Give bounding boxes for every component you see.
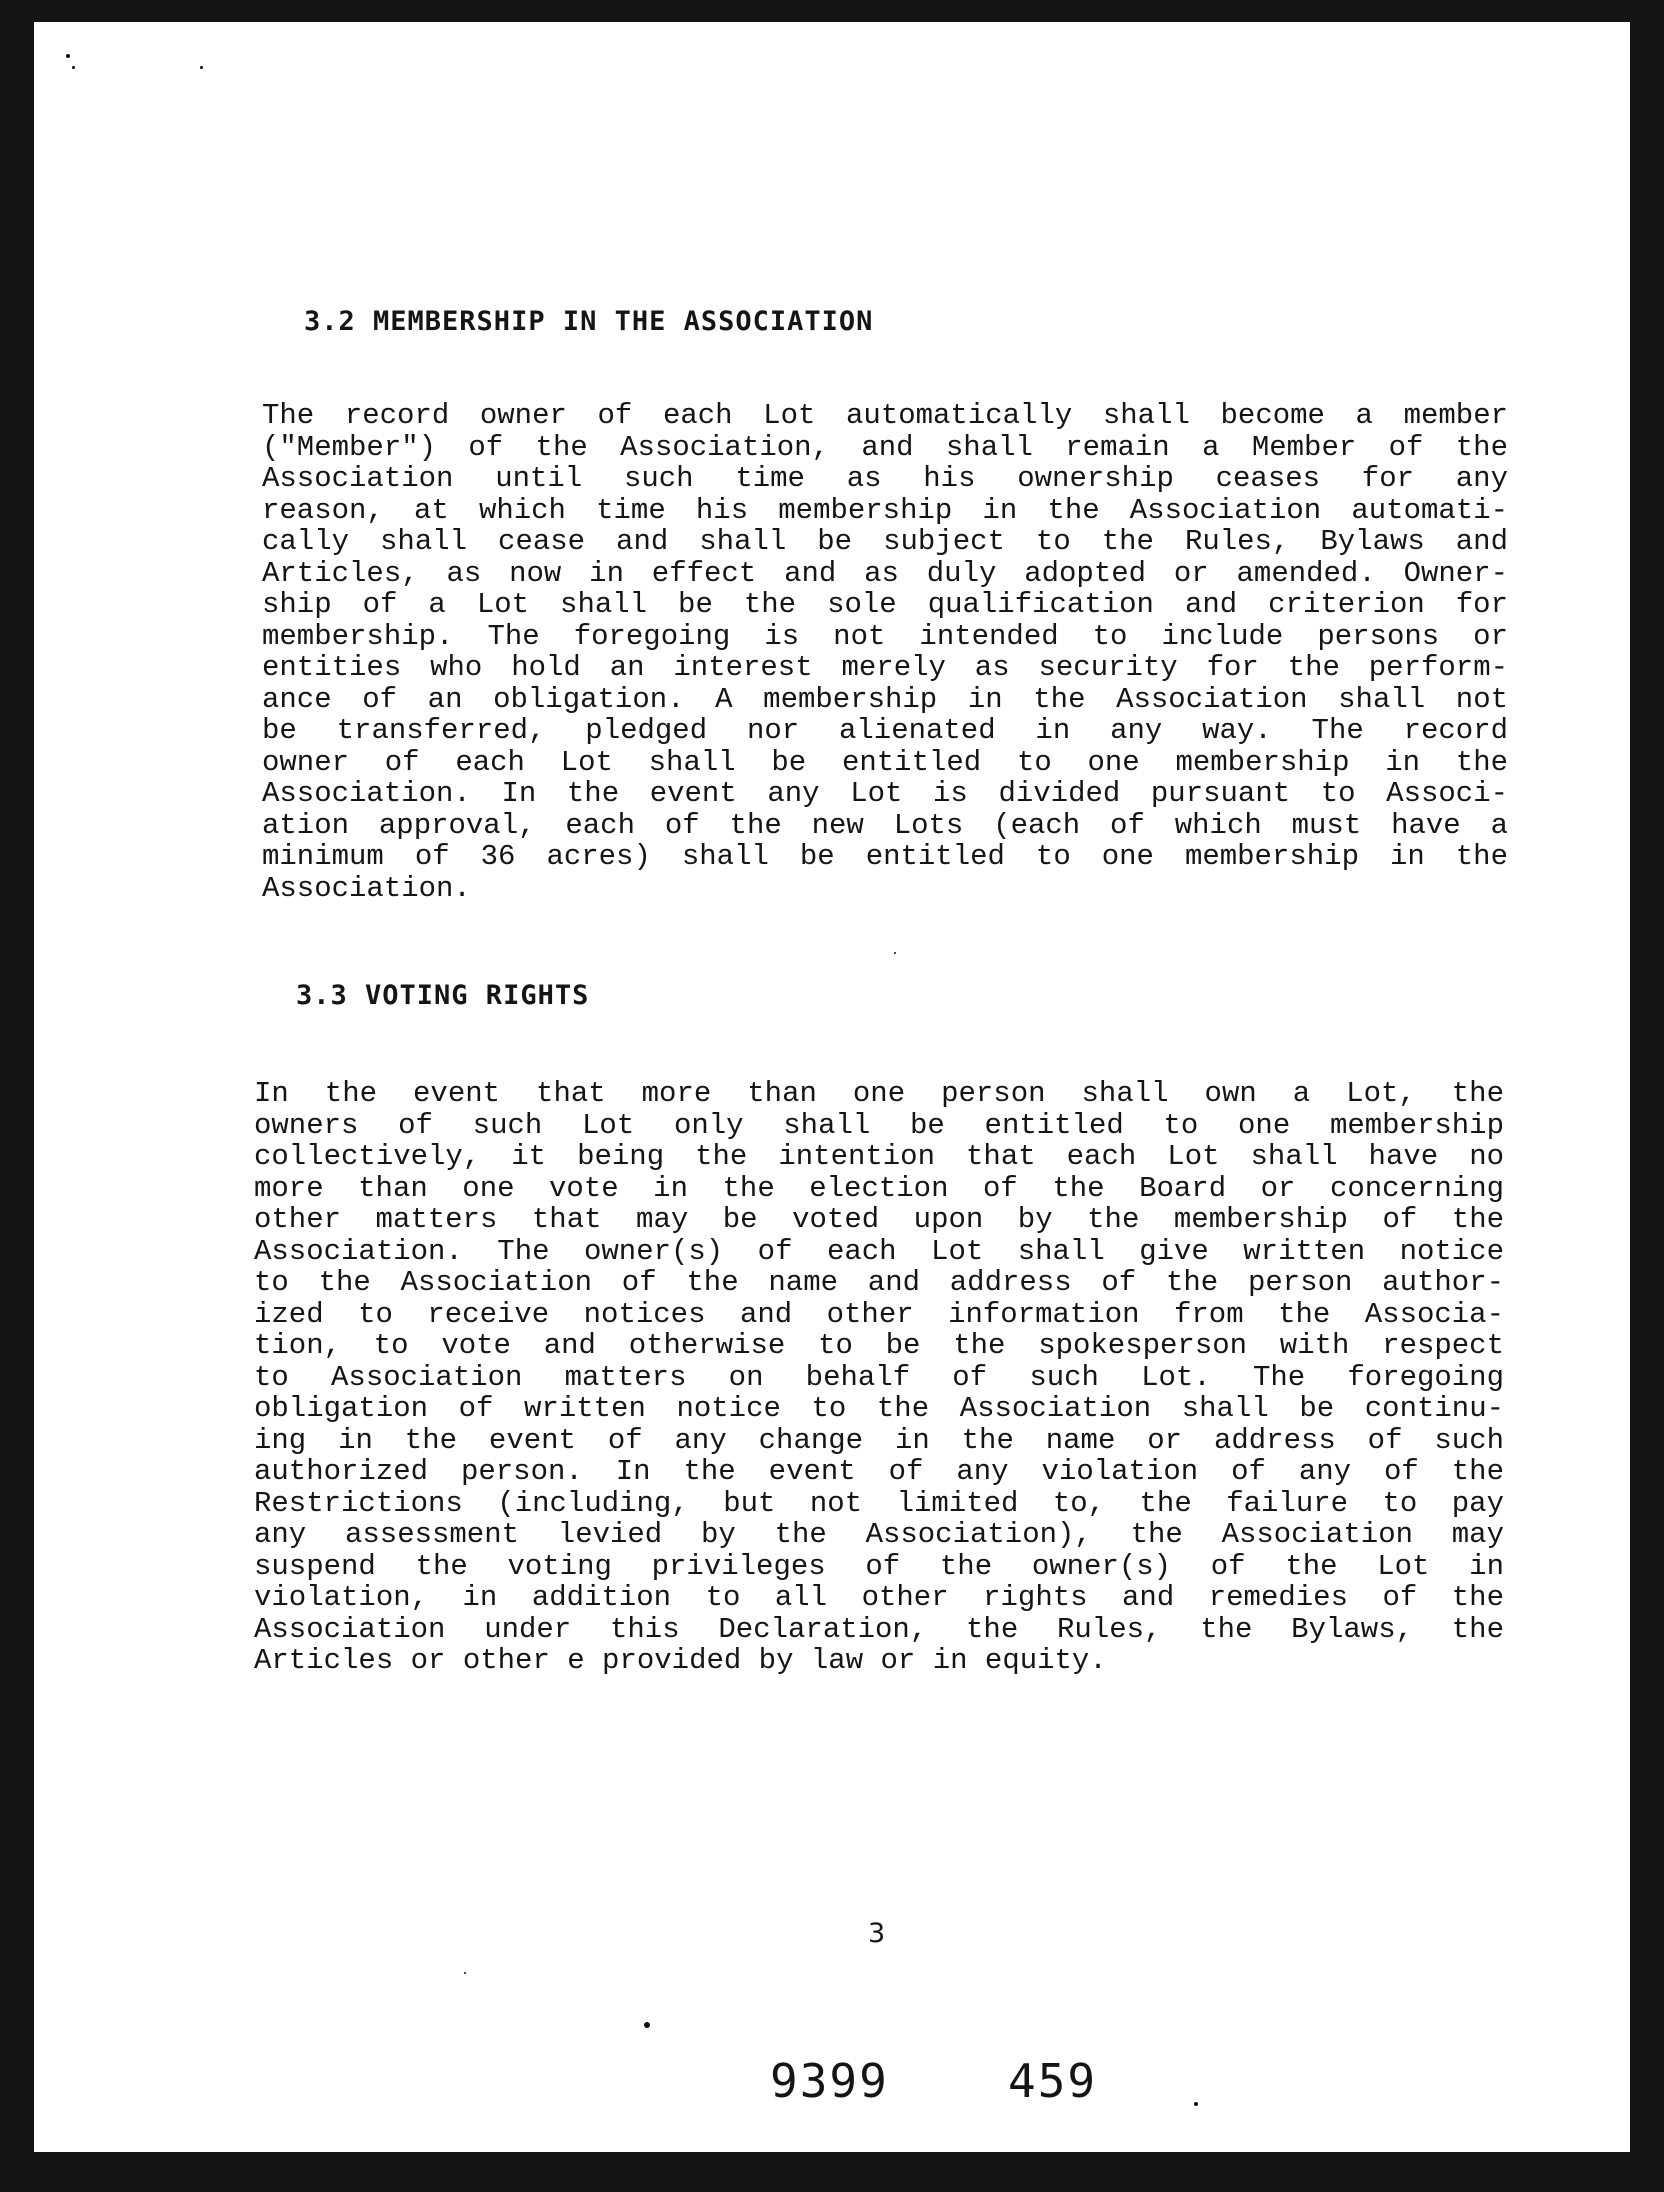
- paragraph-line: Articles, as now in effect and as duly adopted or amended. Owner-: [262, 556, 1508, 590]
- paragraph-line: Association.: [262, 871, 471, 905]
- scan-speck: [644, 2022, 650, 2028]
- paragraph-line: suspend the voting privileges of the owner(s) of the Lot in: [254, 1549, 1504, 1583]
- paragraph-line: owners of such Lot only shall be entitled to one membership: [254, 1108, 1504, 1142]
- paragraph-line: any assessment levied by the Association), the Association may: [254, 1518, 1504, 1551]
- scan-speck: [200, 66, 203, 69]
- paragraph-line: owner of each Lot shall be entitled to one membership in the: [262, 745, 1508, 779]
- document-number-left: 9399: [770, 2054, 889, 2108]
- paragraph-line: collectively, it being the intention that each Lot shall have no: [254, 1140, 1504, 1173]
- scan-speck: [464, 1972, 466, 1974]
- paragraph-line: to the Association of the name and address of the person author-: [254, 1266, 1504, 1299]
- page-number: 3: [868, 1918, 886, 1949]
- paragraph-line: ance of an obligation. A membership in the Association shall not: [262, 682, 1508, 716]
- paragraph-line: to Association matters on behalf of such Lot. The foregoing: [254, 1360, 1504, 1394]
- scan-speck: [72, 66, 75, 69]
- paragraph-line: cally shall cease and shall be subject to the Rules, Bylaws and: [262, 525, 1508, 558]
- paragraph-line: ("Member") of the Association, and shall remain a Member of the: [262, 430, 1508, 464]
- voting-rights-paragraph: [254, 1078, 1504, 1677]
- scan-speck: [66, 54, 70, 58]
- paragraph-line: In the event that more than one person shall own a Lot, the: [254, 1077, 1504, 1110]
- paragraph-line: be transferred, pledged nor alienated in any way. The record: [262, 714, 1508, 747]
- paragraph-line: membership. The foregoing is not intended to include persons or: [262, 619, 1508, 653]
- paragraph-line: Association. In the event any Lot is divided pursuant to Associ-: [262, 777, 1508, 810]
- paragraph-line: Articles or other e provided by law or in equity.: [254, 1644, 1107, 1677]
- paragraph-line: other matters that may be voted upon by the membership of the: [254, 1203, 1504, 1236]
- paragraph-line: ship of a Lot shall be the sole qualification and criterion for: [262, 588, 1508, 621]
- paragraph-line: more than one vote in the election of the Board or concerning: [254, 1171, 1504, 1205]
- scan-speck: [1194, 2102, 1198, 2106]
- paragraph-line: ation approval, each of the new Lots (each of which must have a: [262, 808, 1508, 842]
- paragraph-line: ing in the event of any change in the name or address of such: [254, 1423, 1504, 1457]
- paragraph-line: minimum of 36 acres) shall be entitled to one membership in the: [262, 840, 1508, 873]
- paragraph-line: Association. The owner(s) of each Lot shall give written notice: [254, 1234, 1504, 1268]
- paragraph-line: violation, in addition to all other rights and remedies of the: [254, 1581, 1504, 1614]
- section-heading-membership: 3.2 MEMBERSHIP IN THE ASSOCIATION: [304, 306, 874, 337]
- section-heading-voting-rights: 3.3 VOTING RIGHTS: [296, 980, 590, 1011]
- paragraph-line: entities who hold an interest merely as security for the perform-: [262, 651, 1508, 684]
- paragraph-line: reason, at which time his membership in the Association automati-: [262, 493, 1508, 527]
- paragraph-line: authorized person. In the event of any violation of any of the: [254, 1455, 1504, 1488]
- paragraph-line: Restrictions (including, but not limited to, the failure to pay: [254, 1486, 1504, 1520]
- scan-speck: [894, 952, 896, 954]
- paragraph-line: obligation of written notice to the Association shall be continu-: [254, 1392, 1504, 1425]
- paragraph-line: ized to receive notices and other information from the Associa-: [254, 1297, 1504, 1331]
- paragraph-line: Association under this Declaration, the Rules, the Bylaws, the: [254, 1612, 1504, 1646]
- paragraph-line: Association until such time as his ownership ceases for any: [262, 462, 1508, 495]
- paragraph-line: tion, to vote and otherwise to be the spokesperson with respect: [254, 1329, 1504, 1362]
- membership-paragraph: [262, 400, 1508, 904]
- paragraph-line: The record owner of each Lot automatically shall become a member: [262, 399, 1508, 432]
- document-number-right: 459: [1008, 2054, 1098, 2108]
